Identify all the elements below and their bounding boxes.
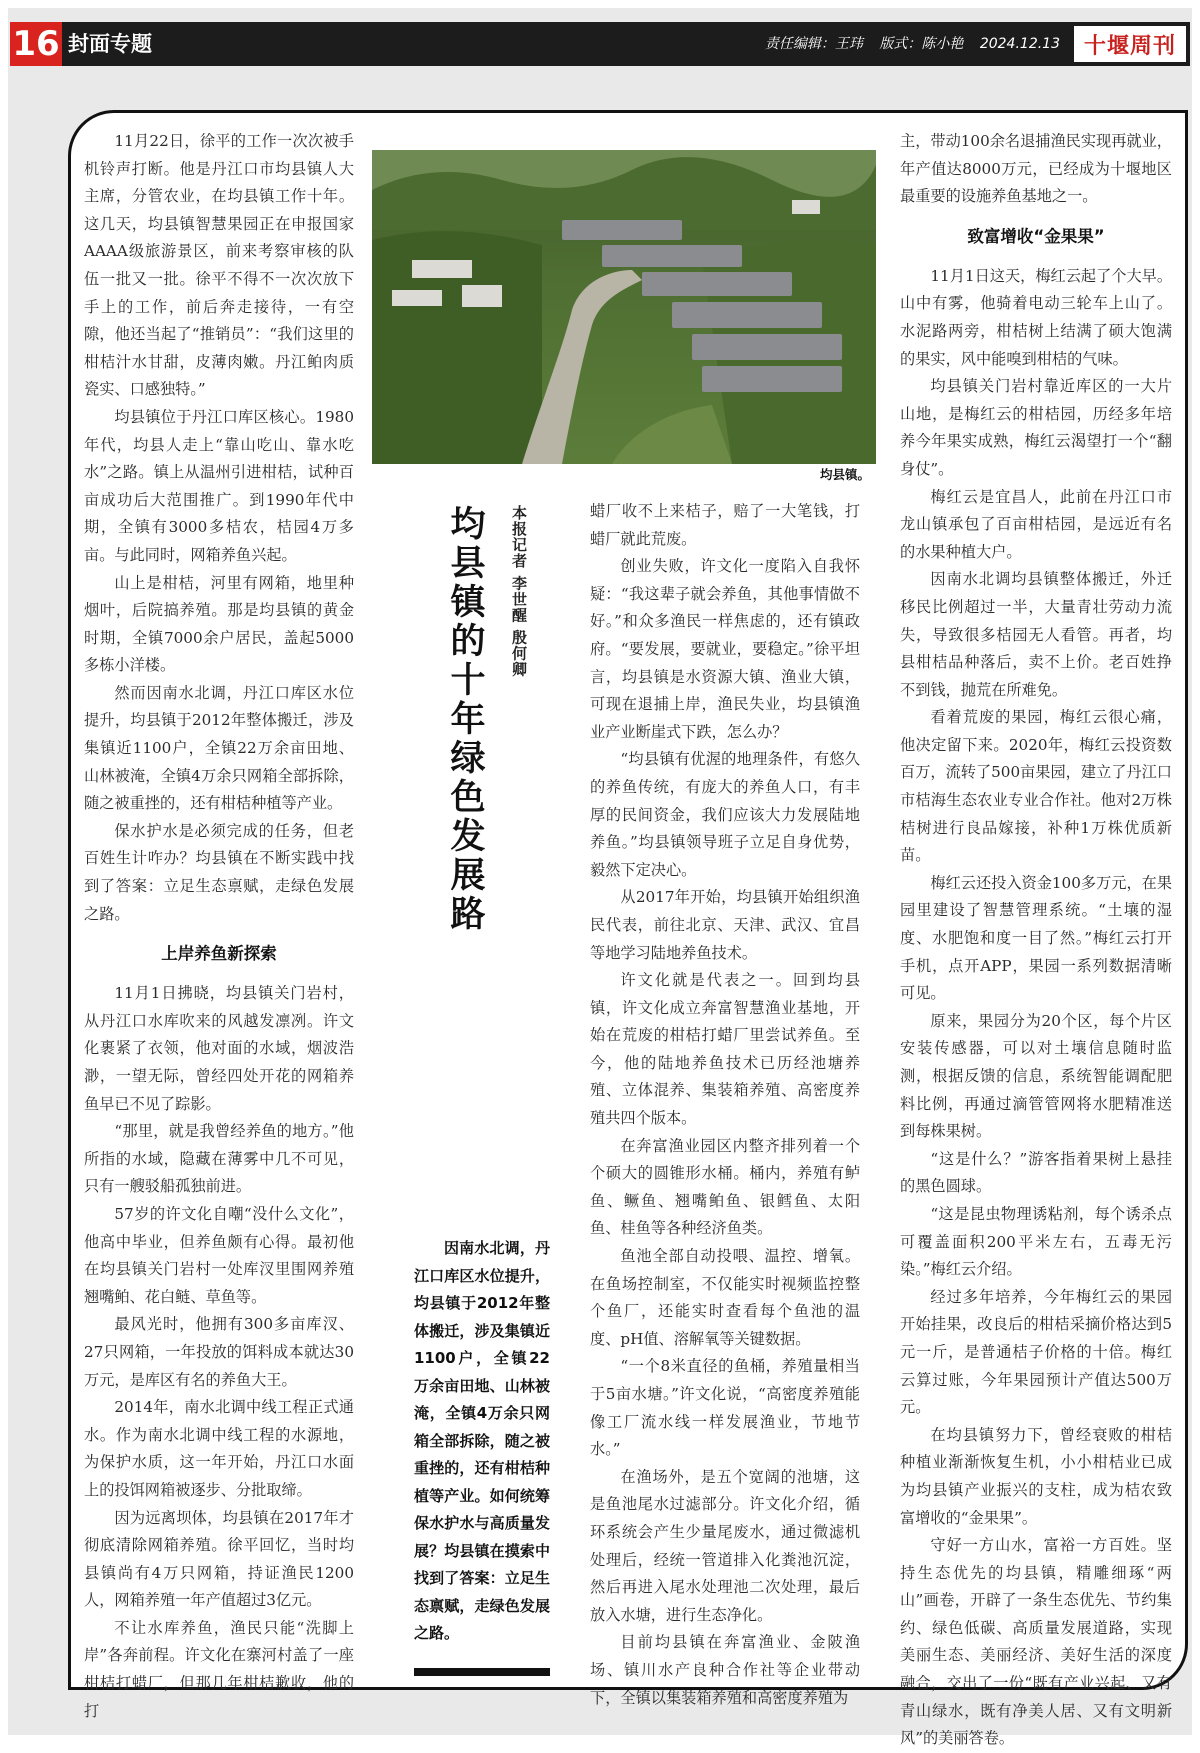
pull-quote-text: 因南水北调，丹江口库区水位提升，均县镇于2012年整体搬迁，涉及集镇近1100户，全镇22万余亩田地、山林被淹，全镇4万余只网箱全部拆除，随之被重挫的，还有柑桔种植等产业。如何统筹保水护水与高质量发展？均县镇在摸索中找到了答案：立足生态禀赋，走绿色发展之路。 <box>414 1239 550 1642</box>
paragraph: 原来，果园分为20个区，每个片区安装传感器，可以对土壤信息随时监测，根据反馈的信息，系统智能调配肥料比例，再通过滴管管网将水肥精准送到每株果树。 <box>900 1011 1172 1141</box>
town-aerial-photo <box>372 150 876 464</box>
paragraph: 不让水库养鱼，渔民只能“洗脚上岸”各奔前程。许文化在寨河村盖了一座柑桔打蜡厂，但那几年柑桔歉收，他的打 <box>84 1618 354 1720</box>
paragraph: 主，带动100余名退捕渔民实现再就业，年产值达8000万元，已经成为十堰地区最重要的设施养鱼基地之一。 <box>900 132 1172 206</box>
paragraph: 从2017年开始，均县镇开始组织渔民代表，前往北京、天津、武汉、宜昌等地学习陆地养鱼技术。 <box>590 888 860 962</box>
paragraph: 鱼池全部自动投喂、温控、增氧。在鱼场控制室，不仅能实时视频监控整个鱼厂，还能实时查看每个鱼池的温度、pH值、溶解氧等关键数据。 <box>590 1247 860 1348</box>
paragraph: 保水护水是必须完成的任务，但老百姓生计咋办？均县镇在不断实践中找到了答案：立足生态禀赋，走绿色发展之路。 <box>84 821 354 923</box>
page-number: 16 <box>10 22 62 66</box>
paragraph: 然而因南水北调，丹江口库区水位提升，均县镇于2012年整体搬迁，涉及集镇近1100户，全镇22万余亩田地、山林被淹，全镇4万余只网箱全部拆除，随之被重挫的，还有柑桔种植等产业。 <box>84 683 354 813</box>
paragraph: “这是什么？”游客指着果树上悬挂的黑色圆球。 <box>900 1149 1172 1196</box>
pull-quote <box>414 1235 550 1648</box>
paragraph: 梅红云还投入资金100多万元，在果园里建设了智慧管理系统。“土壤的湿度、水肥饱和度一目了然。”梅红云打开手机，点开APP，果园一系列数据清晰可见。 <box>900 873 1173 1003</box>
aerial-photo-illustration <box>372 150 876 464</box>
paragraph: 均县镇位于丹江口库区核心。1980年代，均县人走上“靠山吃山、靠水吃水”之路。镇上从温州引进柑桔，试种百亩成功后大范围推广。到1990年代中期，全镇有3000多桔农，桔园4万多亩。与此同时，网箱养鱼兴起。 <box>84 407 354 564</box>
subheading: 致富增收“金果果” <box>967 226 1105 246</box>
paragraph: 山上是柑桔，河里有网箱，地里种烟叶，后院搞养殖。那是均县镇的黄金时期，全镇7000余户居民，盖起5000多栋小洋楼。 <box>84 573 354 675</box>
paragraph: 许文化就是代表之一。回到均县镇，许文化成立奔富智慧渔业基地，开始在荒废的柑桔打蜡厂里尝试养鱼。至今，他的陆地养鱼技术已历经池塘养殖、立体混养、集装箱养殖、高密度养殖共四个版本。 <box>590 971 860 1128</box>
paragraph: 因为远离坝体，均县镇在2017年才彻底清除网箱养殖。徐平回忆，当时均县镇尚有4万只网箱，持证渔民1200人，网箱养殖一年产值超过3亿元。 <box>84 1508 354 1610</box>
paragraph: 11月22日，徐平的工作一次次被手机铃声打断。他是丹江口市均县镇人大主席，分管农业，在均县镇工作十年。这几天，均县镇智慧果园正在申报国家AAAA级旅游景区，前来考察审核的队伍一批又一批。徐平不得不一次次放下手上的工作，前后奔走接待，一有空隙，他还当起了“推销员”：“我们这里的柑桔汁水甘甜，皮薄肉嫩。丹江鲌肉质瓷实、口感独特。” <box>84 132 354 399</box>
pull-quote-rule <box>414 1668 550 1676</box>
masthead-logo: 十堰周刊 <box>1074 26 1186 62</box>
issue-date: 2024.12.13 <box>979 36 1060 52</box>
paragraph: 看着荒废的果园，梅红云很心痛，他决定留下来。2020年，梅红云投资数百万，流转了500亩果园，建立了丹江口市桔海生态农业专业合作社。他对2万株桔树进行良品嫁接，补种1万株优质新苗。 <box>900 708 1172 865</box>
article-byline: 本报记者 李世醒 殷何卿 <box>510 505 528 678</box>
paragraph: 11月1日这天，梅红云起了个大早。山中有雾，他骑着电动三轮车上山了。水泥路两旁，柑桔树上结满了硕大饱满的果实，风中能嗅到柑桔的气味。 <box>900 266 1173 368</box>
paragraph: 均县镇关门岩村靠近库区的一大片山地，是梅红云的柑桔园，历经多年培养今年果实成熟，梅红云渴望打一个“翻身仗”。 <box>900 377 1172 478</box>
paragraph: 创业失败，许文化一度陷入自我怀疑：“我这辈子就会养鱼，其他事情做不好。”和众多渔民一样焦虑的，还有镇政府。“要发展，要就业，要稳定。”徐平坦言，均县镇是水资源大镇、渔业大镇，可现在退捕上岸，渔民失业，均县镇渔业产业断崖式下跌，怎么办？ <box>590 557 860 741</box>
photo-caption: 均县镇。 <box>819 467 870 482</box>
paragraph: “一个8米直径的鱼桶，养殖量相当于5亩水塘。”许文化说，“高密度养殖能像工厂流水线一样发展渔业，节地节水。” <box>590 1357 860 1459</box>
paragraph: 在奔富渔业园区内整齐排列着一个个硕大的圆锥形水桶。桶内，养殖有鲈鱼、鳜鱼、翘嘴鲌鱼、银鳕鱼、太阳鱼、桂鱼等各种经济鱼类。 <box>590 1136 860 1238</box>
paragraph: 目前均县镇在奔富渔业、金陂渔场、镇川水产良种合作社等企业带动下，全镇以集装箱养殖和高密度养殖为 <box>590 1633 860 1707</box>
article-headline: 均县镇的十年绿色发展路 <box>445 505 486 934</box>
paragraph: 2014年，南水北调中线工程正式通水。作为南水北调中线工程的水源地，为保护水质，这一年开始，丹江口水面上的投饵网箱被逐步、分批取缔。 <box>84 1398 354 1499</box>
paragraph: 11月1日拂晓，均县镇关门岩村，从丹江口水库吹来的风越发凛冽。许文化裹紧了衣领，他对面的水域，烟波浩渺，一望无际，曾经四处开花的网箱养鱼早已不见了踪影。 <box>84 984 354 1113</box>
article-column-1 <box>84 128 354 1725</box>
credits <box>600 22 1060 66</box>
paragraph: 因南水北调均县镇整体搬迁，外迁移民比例超过一半，大量青壮劳动力流失，导致很多桔园无人看管。再者，均县柑桔品种落后，卖不上价。老百姓挣不到钱，抛荒在所难免。 <box>900 570 1172 699</box>
paragraph: “这是昆虫物理诱粘剂，每个诱杀点可覆盖面积200平米左右，五毒无污染。”梅红云介绍。 <box>900 1204 1172 1279</box>
paragraph: 在渔场外，是五个宽阔的池塘，这是鱼池尾水过滤部分。许文化介绍，循环系统会产生少量尾废水，通过微滤机处理后，经统一管道排入化粪池沉淀，然后再进入尾水处理池二次处理，最后放入水塘，进行生态净化。 <box>590 1467 860 1624</box>
paragraph: 最风光时，他拥有300多亩库汊、27只网箱，一年投放的饵料成本就达30万元，是库区有名的养鱼大王。 <box>84 1315 354 1389</box>
paragraph: 蜡厂收不上来桔子，赔了一大笔钱，打蜡厂就此荒废。 <box>590 502 860 548</box>
paragraph: 守好一方山水，富裕一方百姓。坚持生态优先的均县镇，精雕细琢“两山”画卷，开辟了一条生态优先、节约集约、绿色低碳、高质量发展道路，实现美丽生态、美丽经济、美好生活的深度融合，交出了一份“既有产业兴起、又有青山绿水，既有净美人居、又有文明新风”的美丽答卷。 <box>900 1536 1172 1748</box>
paragraph: 57岁的许文化自嘲“没什么文化”，他高中毕业，但养鱼颇有心得。最初他在均县镇关门岩村一处库汊里围网养殖翘嘴鲌、花白鲢、草鱼等。 <box>84 1204 354 1306</box>
article-column-4 <box>900 128 1172 1753</box>
paragraph: 梅红云是宜昌人，此前在丹江口市龙山镇承包了百亩柑桔园，是远近有名的水果种植大户。 <box>900 487 1172 561</box>
paragraph: “那里，就是我曾经养鱼的地方。”他所指的水域，隐藏在薄雾中几不可见，只有一艘驳船孤独前进。 <box>84 1122 354 1196</box>
editor-credit: 责任编辑：王玮 <box>764 36 863 52</box>
layout-credit: 版式：陈小艳 <box>879 36 964 52</box>
section-title: 封面专题 <box>68 32 152 56</box>
paragraph: 在均县镇努力下，曾经衰败的柑桔种植业渐渐恢复生机，小小柑桔业已成为均县镇产业振兴的支柱，成为桔农致富增收的“金果果”。 <box>900 1425 1172 1527</box>
paragraph: “均县镇有优渥的地理条件，有悠久的养鱼传统，有庞大的养鱼人口，有丰厚的民间资金，我们应该大力发展陆地养鱼。”均县镇领导班子立足自身优势，毅然下定决心。 <box>590 750 860 879</box>
subheading: 上岸养鱼新探索 <box>161 944 277 964</box>
paragraph: 经过多年培养，今年梅红云的果园开始挂果，改良后的柑桔采摘价格达到5元一斤，是普通桔子价格的十倍。梅红云算过账，今年果园预计产值达500万元。 <box>900 1287 1172 1417</box>
article-column-3 <box>590 498 860 1712</box>
